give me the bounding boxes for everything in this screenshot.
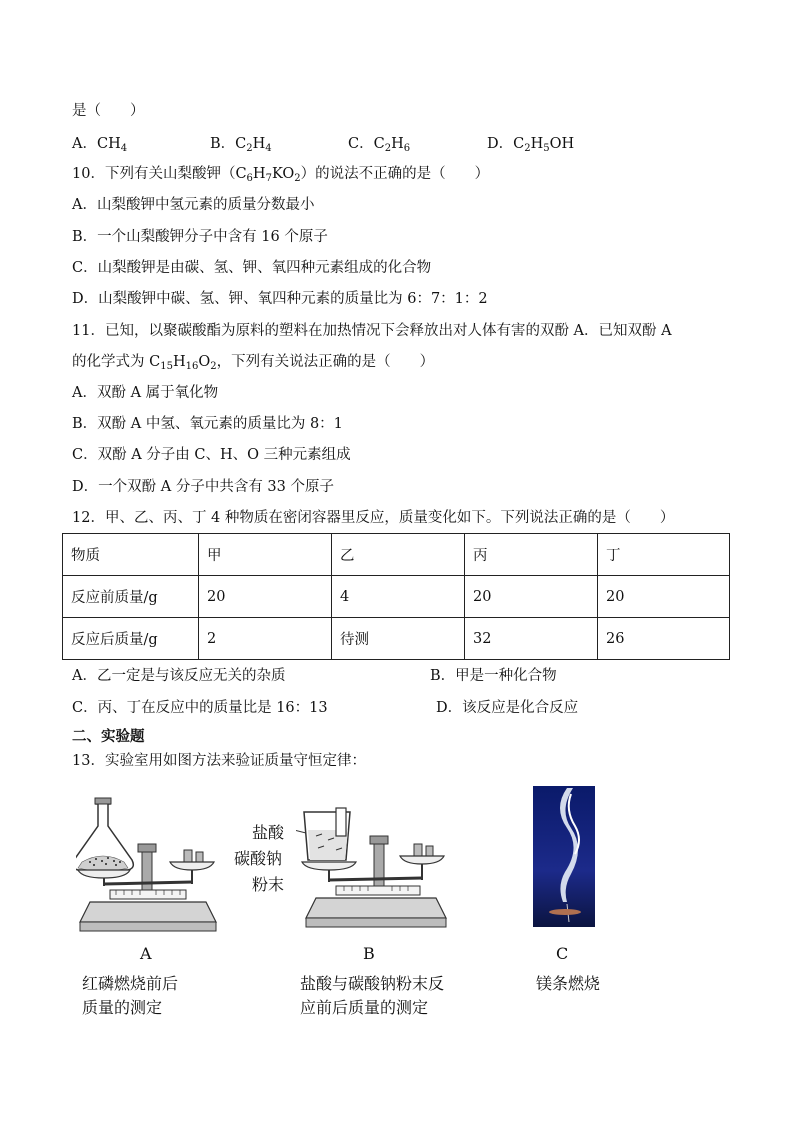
table-cell: 20 [199,576,332,618]
q10-option-a: A．山梨酸钾中氢元素的质量分数最小 [72,197,315,213]
q9-option-c: C．$C_2H_6$ [348,136,411,154]
table-cell: 4 [332,576,465,618]
table-cell: 2 [199,618,332,660]
mass-change-table [62,533,730,660]
q11-option-c: C．双酚 A 分子由 C、H、O 三种元素组成 [72,447,351,463]
q11-stem-line2: 的化学式为 $C_{15}H_{16}O_2$，下列有关说法正确的是（ ） [72,354,435,372]
table-cell: 反应前质量/g [63,576,199,618]
table-cell: 32 [465,618,598,660]
table-cell: 20 [465,576,598,618]
q9-option-b: B．$C_2H_4$ [210,136,272,154]
caption-b-line2: 应前后质量的测定 [300,998,429,1017]
table-cell: 甲 [199,534,332,576]
caption-a-line2: 质量的测定 [82,998,163,1017]
q9-option-d: D．$C_2H_5OH$ [487,136,575,154]
table-cell: 物质 [63,534,199,576]
label-sodium-carbonate: 碳酸钠 [234,849,283,868]
figure-letter-c: C [556,944,569,963]
q10-option-c: C．山梨酸钾是由碳、氢、钾、氧四种元素组成的化合物 [72,260,432,276]
table-row [63,618,730,660]
figure-c-magnesium-burning-photo [533,786,595,927]
q10-option-d: D．山梨酸钾中碳、氢、钾、氧四种元素的质量比为 6：7：1：2 [72,291,488,307]
table-cell: 26 [598,618,730,660]
q10-option-b: B．一个山梨酸钾分子中含有 16 个原子 [72,229,328,245]
q11-stem-line1: 11．已知，以聚碳酸酯为原料的塑料在加热情况下会释放出对人体有害的双酚 A．已知双酚 A [72,323,672,339]
q10-stem: 10．下列有关山梨酸钾$(C_6H_7KO_2)$的说法不正确的是（ ） [72,166,490,184]
figure-a-balance-with-flask [76,796,221,936]
section-title: 二、实验题 [72,729,145,745]
label-hydrochloric-acid: 盐酸 [252,823,285,842]
q11-option-d: D．一个双酚 A 分子中共含有 33 个原子 [72,479,334,495]
table-row [63,576,730,618]
figure-b-balance-with-beaker [296,806,456,936]
caption-a-line1: 红磷燃烧前后 [82,974,179,993]
q13-stem: 13．实验室用如图方法来验证质量守恒定律： [72,753,366,769]
q9-tail: 是（ ） [72,103,145,119]
table-cell: 丁 [598,534,730,576]
table-cell: 待测 [332,618,465,660]
table-header-row [63,534,730,576]
table-cell: 20 [598,576,730,618]
q12-option-d: D．该反应是化合反应 [436,700,579,716]
q12-option-c: C．丙、丁在反应中的质量比是 16：13 [72,700,328,716]
q12-stem: 12．甲、乙、丙、丁 4 种物质在密闭容器里反应，质量变化如下。下列说法正确的是（ ） [72,510,675,526]
table-cell: 乙 [332,534,465,576]
figure-letter-a: A [140,944,152,963]
q11-option-a: A．双酚 A 属于氧化物 [72,385,219,401]
caption-b-line1: 盐酸与碳酸钠粉末反 [300,974,445,993]
q12-option-b: B．甲是一种化合物 [430,668,557,684]
table-cell: 反应后质量/g [63,618,199,660]
caption-c: 镁条燃烧 [536,974,601,993]
q12-option-a: A．乙一定是与该反应无关的杂质 [72,668,286,684]
q11-option-b: B．双酚 A 中氢、氧元素的质量比为 8：1 [72,416,343,432]
q9-option-a: A．$CH_4$ [72,136,128,154]
table-cell: 丙 [465,534,598,576]
label-powder: 粉末 [252,875,285,894]
figure-letter-b: B [363,944,375,963]
